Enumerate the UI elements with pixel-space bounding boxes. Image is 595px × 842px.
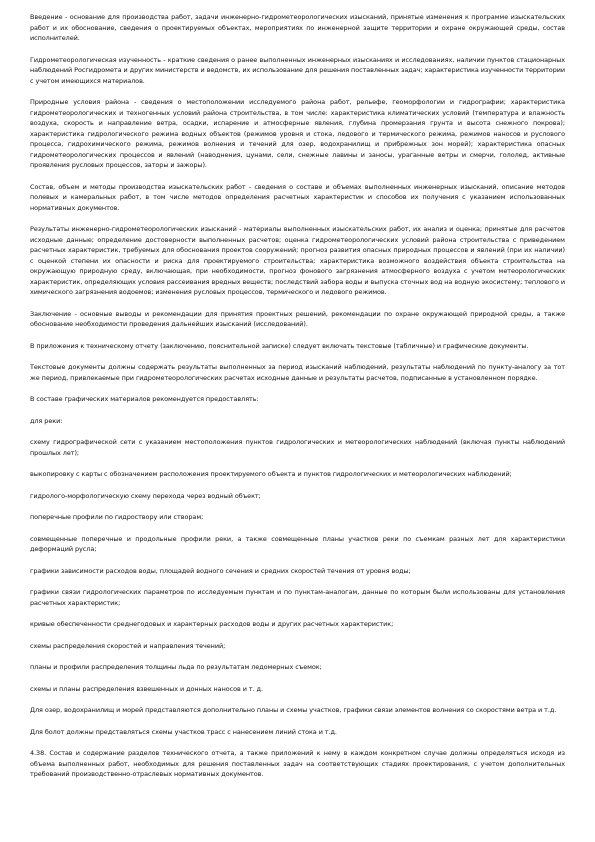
list-item-probability-curves: кривые обеспеченности среднегодовых и характерных расходов воды и других расчетных характеристик; (30, 620, 394, 628)
list-item-hydrographic-scheme: схему гидрографической сети с указанием местоположения пунктов гидрологических и метеорологических наблюдений (включая пункты наблюдений прошлых лет); (30, 438, 565, 457)
paragraph-scope-methods: Состав, объем и методы производства изыскательских работ - сведения о составе и объемах выполненных инженерных изысканий, описание методов полевых и камеральных работ, в том числе методов определения расчетных характеристик и способов их получения с указанием использованных нормативных документов. (30, 182, 565, 212)
list-item-combined-profiles: совмещенные поперечные и продольные профили реки, а также совмещенные планы участков реки по съемкам разных лет для характеристики деформаций русла; (30, 534, 565, 553)
list-item-cross-profiles: поперечные профили по гидроствору или створам; (30, 513, 204, 521)
list-item-correlation-graphs: графики связи гидрологических параметров по исследуемым пунктам и по пунктам-аналогам, данные по которым были использованы для установления расчетных характеристик; (30, 588, 565, 607)
paragraph-hydromet-study: Гидрометеорологическая изученность - краткие сведения о ранее выполненных инженерных изысканиях и исследованиях, наличии пунктов стационарных наблюдений Росгидромета и других министерств и ведомств, их использование для решения поставленных задач; характеристика изученности территории с учетом имеющихся материалов. (30, 55, 565, 85)
list-item-discharge-graphs: графики зависимости расходов воды, площадей водного сечения и средних скоростей течения от уровня воды; (30, 566, 411, 575)
document-page (30, 12, 565, 791)
list-item-map-copy: выкопировку с карты с обозначением расположения проектируемого объекта и пунктов гидрологических и метеорологических наблюдений; (30, 470, 512, 478)
paragraph-swamps: Для болот должны представляться схемы участков трасс с нанесением линий стока и т.д. (30, 727, 337, 736)
paragraph-lakes-seas: Для озер, водохранилищ и морей представляются дополнительно планы и схемы участков, графики связи элементов волнения со скоростями ветра и т.д. (30, 706, 557, 714)
paragraph-text-documents: Текстовые документы должны содержать результаты выполненных за период изысканий наблюдений, результаты наблюдений по пункту-аналогу за тот же период, привлекаемые при гидрометеорологических расчетах исходные данные и результаты расчетов, подписанные в установленном порядке. (30, 363, 565, 382)
paragraph-natural-conditions: Природные условия района - сведения о местоположении исследуемого района работ, рельефе, геоморфологии и гидрографии; характеристика гидрометеорологических и техногенных условий района строительства, в том числе: характеристика климатических условий (температура и влажность воздуха, скорость и направление ветра, осадки, испарение и атмосферные явления, глубина промерзания грунта и высота снежного покрова); характеристика гидрологического режима водных объектов (режимов уровня и стока, ледового и термического режима, режимов наносов и руслового процесса, гидрохимического режима, режимов волнения и течений для озер, водохранилищ и прибрежных зон морей); характеристика опасных гидрометеорологических процессов и явлений (наводнения, цунами, сели, снежные лавины и заносы, ураганные ветры и смерчи, гололед, активные проявления русловых процессов, заторы и зажоры). (30, 98, 565, 169)
paragraph-introduction: Введение - основание для производства работ, задачи инженерно-гидрометеорологических изысканий, принятые изменения к программе изыскательских работ и их обоснование, сведения о проектируемых объектах, мероприятиях по инженерной защите территории и охране окружающей среды, состав исполнителей. (30, 13, 565, 42)
list-item-sediment-schemes: схемы и планы распределения взвешенных и донных наносов и т. д. (30, 684, 263, 693)
list-item-velocity-schemes: схемы распределения скоростей и направления течений; (30, 641, 226, 650)
paragraph-section-4-38: 4.38. Состав и содержание разделов технического отчета, а также приложений к нему в каждом конкретном случае должны определяться исходя из объема выполненных работ, необходимых для решения поставленных задач на соответствующих стадиях проектирования, с учетом дополнительных требований производственно-отраслевых нормативных документов. (30, 749, 565, 778)
paragraph-results: Результаты инженерно-гидрометеорологических изысканий - материалы выполненных изыскательских работ, их анализ и оценка; принятые для расчетов исходные данные; определение достоверности выполненных расчетов; оценка гидрометеорологических условий района строительства с приведением расчетных характеристик, требуемых для обоснования проектов сооружений; прогноз развития опасных природных процессов и явлений (при их наличии) с оценкой степени их опасности и риска для проектируемого строительства; характеристика возможного воздействия объекта строительства на окружающую природную среду, включающая, при необходимости, прогноз фонового загрязнения атмосферного воздуха с учетом метеорологических характеристик, определяющих условия рассеивания вредных веществ; последствий забора воды и выпуска сточных вод на водную экосистему; теплового и химического загрязнения водоемов; изменения русловых процессов, термического и ледового режимов. (30, 225, 565, 296)
list-item-crossing-scheme: гидролого-морфологическую схему перехода через водный объект; (30, 491, 261, 500)
paragraph-appendices: В приложения к техническому отчету (заключению, пояснительной записке) следует включать текстовые (табличные) и графические документы. (30, 341, 529, 350)
list-item-ice-thickness: планы и профили распределения толщины льда по результатам ледомерных съемок; (30, 663, 322, 671)
paragraph-for-river: для реки: (30, 416, 63, 425)
paragraph-graphic-materials: В составе графических материалов рекомендуется предоставлять: (30, 395, 259, 403)
paragraph-conclusion: Заключение - основные выводы и рекомендации для принятия проектных решений, рекомендации по охране окружающей природной среды, а также обоснование необходимости проведения дальнейших изысканий (исследований). (30, 309, 565, 328)
